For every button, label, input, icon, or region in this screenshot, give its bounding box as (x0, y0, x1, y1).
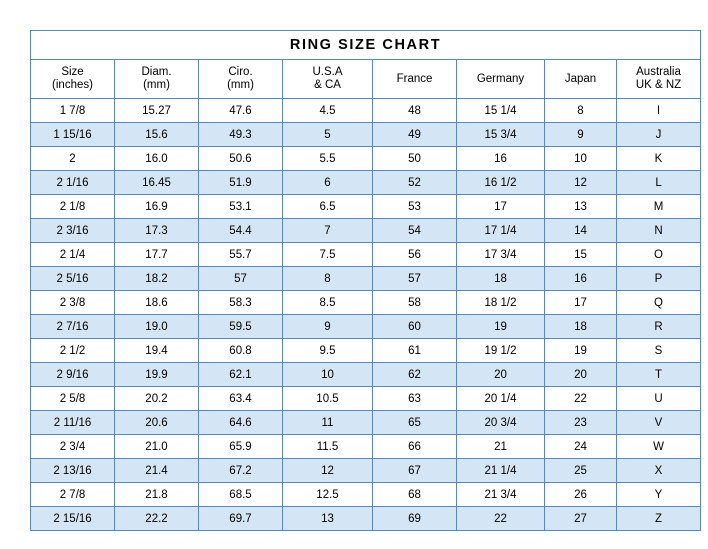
table-cell: 53 (373, 195, 457, 219)
column-header-line1: Diam. (141, 66, 172, 78)
table-cell: 66 (373, 435, 457, 459)
table-cell: 57 (373, 267, 457, 291)
table-cell: 5 (283, 123, 373, 147)
table-cell: 15.27 (115, 99, 199, 123)
table-cell: 8.5 (283, 291, 373, 315)
table-cell: 15 1/4 (457, 99, 545, 123)
column-header-line2: (mm) (143, 79, 170, 91)
table-cell: 64.6 (199, 411, 283, 435)
table-cell: 9 (545, 123, 617, 147)
table-cell: 10 (545, 147, 617, 171)
table-cell: 48 (373, 99, 457, 123)
column-header-line2: UK & NZ (635, 79, 682, 91)
table-row (31, 483, 701, 507)
chart-title-row (31, 31, 701, 60)
table-cell: 18.6 (115, 291, 199, 315)
table-cell: 63 (373, 387, 457, 411)
table-cell: 10.5 (283, 387, 373, 411)
table-cell: 60.8 (199, 339, 283, 363)
table-cell: 47.6 (199, 99, 283, 123)
ring-size-table (30, 30, 701, 531)
table-cell: 17 1/4 (457, 219, 545, 243)
chart-title-cell (31, 31, 701, 60)
column-header (373, 60, 457, 99)
ring-size-chart (30, 30, 682, 531)
column-header (115, 60, 199, 99)
table-row (31, 243, 701, 267)
table-cell: 69.7 (199, 507, 283, 531)
table-cell: 18 1/2 (457, 291, 545, 315)
table-cell: 49 (373, 123, 457, 147)
table-row (31, 147, 701, 171)
column-header (457, 60, 545, 99)
table-cell: 55.7 (199, 243, 283, 267)
table-cell: 9 (283, 315, 373, 339)
table-cell: 2 5/8 (31, 387, 115, 411)
table-cell: U (617, 387, 701, 411)
table-cell: V (617, 411, 701, 435)
table-cell: 52 (373, 171, 457, 195)
table-cell: 49.3 (199, 123, 283, 147)
table-cell: 19.4 (115, 339, 199, 363)
table-cell: 1 7/8 (31, 99, 115, 123)
table-cell: 68 (373, 483, 457, 507)
table-cell: 2 1/8 (31, 195, 115, 219)
table-cell: S (617, 339, 701, 363)
table-cell: 69 (373, 507, 457, 531)
table-cell: P (617, 267, 701, 291)
table-row (31, 459, 701, 483)
table-cell: R (617, 315, 701, 339)
table-cell: 16.0 (115, 147, 199, 171)
table-row (31, 435, 701, 459)
table-cell: 20.2 (115, 387, 199, 411)
table-row (31, 123, 701, 147)
table-cell: 60 (373, 315, 457, 339)
table-cell: 2 1/16 (31, 171, 115, 195)
table-cell: 63.4 (199, 387, 283, 411)
table-cell: M (617, 195, 701, 219)
table-cell: 58.3 (199, 291, 283, 315)
table-cell: 57 (199, 267, 283, 291)
table-cell: 13 (283, 507, 373, 531)
column-header-line1: Japan (564, 72, 597, 85)
table-cell: 10 (283, 363, 373, 387)
table-cell: 2 7/16 (31, 315, 115, 339)
table-cell: 19.9 (115, 363, 199, 387)
column-header-line1: France (396, 72, 433, 85)
table-cell: T (617, 363, 701, 387)
table-cell: 17.3 (115, 219, 199, 243)
table-row (31, 411, 701, 435)
table-cell: 20 (457, 363, 545, 387)
table-cell: 20 3/4 (457, 411, 545, 435)
table-cell: L (617, 171, 701, 195)
column-header-line2: & CA (314, 79, 341, 91)
table-cell: 21.8 (115, 483, 199, 507)
table-cell: 22.2 (115, 507, 199, 531)
column-header (283, 60, 373, 99)
table-cell: Y (617, 483, 701, 507)
table-cell: 12.5 (283, 483, 373, 507)
table-cell: 4.5 (283, 99, 373, 123)
table-cell: 20 (545, 363, 617, 387)
table-cell: J (617, 123, 701, 147)
column-header-line1: Germany (476, 72, 525, 85)
table-cell: 65.9 (199, 435, 283, 459)
table-cell: W (617, 435, 701, 459)
table-cell: 14 (545, 219, 617, 243)
table-row (31, 387, 701, 411)
table-cell: 15 (545, 243, 617, 267)
table-cell: 23 (545, 411, 617, 435)
table-cell: 19 (545, 339, 617, 363)
table-cell: 20.6 (115, 411, 199, 435)
table-cell: 2 15/16 (31, 507, 115, 531)
page-title: RING SIZE CHART (289, 37, 442, 53)
table-cell: 19 1/2 (457, 339, 545, 363)
table-cell: I (617, 99, 701, 123)
table-cell: 22 (545, 387, 617, 411)
table-row (31, 507, 701, 531)
table-cell: 56 (373, 243, 457, 267)
table-cell: 21 (457, 435, 545, 459)
table-cell: 62 (373, 363, 457, 387)
table-cell: 6 (283, 171, 373, 195)
table-cell: 68.5 (199, 483, 283, 507)
table-cell: 18.2 (115, 267, 199, 291)
table-cell: 24 (545, 435, 617, 459)
table-cell: 2 3/16 (31, 219, 115, 243)
table-cell: 54 (373, 219, 457, 243)
table-cell: 61 (373, 339, 457, 363)
table-header-row (31, 60, 701, 99)
column-header-line1: U.S.A (312, 66, 343, 78)
table-cell: 22 (457, 507, 545, 531)
table-cell: 15.6 (115, 123, 199, 147)
table-cell: 62.1 (199, 363, 283, 387)
table-cell: 7 (283, 219, 373, 243)
table-cell: 17 (457, 195, 545, 219)
table-row (31, 171, 701, 195)
table-cell: 50.6 (199, 147, 283, 171)
column-header-line2: (inches) (52, 79, 93, 91)
table-cell: 16.9 (115, 195, 199, 219)
table-cell: 2 3/4 (31, 435, 115, 459)
table-cell: 2 9/16 (31, 363, 115, 387)
table-cell: 15 3/4 (457, 123, 545, 147)
column-header (617, 60, 701, 99)
table-cell: 25 (545, 459, 617, 483)
table-cell: 67.2 (199, 459, 283, 483)
column-header (545, 60, 617, 99)
table-row (31, 339, 701, 363)
table-cell: 21.0 (115, 435, 199, 459)
table-cell: 18 (545, 315, 617, 339)
table-cell: 59.5 (199, 315, 283, 339)
column-header-line1: Ciro. (228, 66, 253, 78)
table-cell: 2 1/4 (31, 243, 115, 267)
table-row (31, 99, 701, 123)
table-cell: 19.0 (115, 315, 199, 339)
table-cell: 11.5 (283, 435, 373, 459)
table-cell: 12 (283, 459, 373, 483)
table-cell: 58 (373, 291, 457, 315)
table-row (31, 315, 701, 339)
table-cell: 2 11/16 (31, 411, 115, 435)
table-cell: 6.5 (283, 195, 373, 219)
table-cell: 26 (545, 483, 617, 507)
table-row (31, 363, 701, 387)
table-cell: 2 (31, 147, 115, 171)
table-cell: 2 1/2 (31, 339, 115, 363)
table-cell: 9.5 (283, 339, 373, 363)
column-header (199, 60, 283, 99)
table-cell: 5.5 (283, 147, 373, 171)
table-cell: 21 3/4 (457, 483, 545, 507)
table-cell: 7.5 (283, 243, 373, 267)
table-cell: N (617, 219, 701, 243)
table-cell: 11 (283, 411, 373, 435)
table-cell: 21.4 (115, 459, 199, 483)
table-cell: 18 (457, 267, 545, 291)
table-cell: 8 (545, 99, 617, 123)
table-cell: 2 5/16 (31, 267, 115, 291)
table-cell: 16 (545, 267, 617, 291)
table-cell: 17 3/4 (457, 243, 545, 267)
table-cell: 17 (545, 291, 617, 315)
table-row (31, 291, 701, 315)
column-header-line2: (mm) (227, 79, 254, 91)
table-cell: 65 (373, 411, 457, 435)
column-header-line1: Australia (636, 66, 681, 78)
column-header-line1: Size (61, 66, 84, 78)
table-cell: 2 3/8 (31, 291, 115, 315)
table-cell: 2 13/16 (31, 459, 115, 483)
table-cell: 27 (545, 507, 617, 531)
table-cell: O (617, 243, 701, 267)
table-cell: K (617, 147, 701, 171)
table-cell: Q (617, 291, 701, 315)
table-cell: 53.1 (199, 195, 283, 219)
table-row (31, 195, 701, 219)
table-cell: 50 (373, 147, 457, 171)
table-cell: 2 7/8 (31, 483, 115, 507)
table-row (31, 219, 701, 243)
table-cell: 54.4 (199, 219, 283, 243)
table-cell: 12 (545, 171, 617, 195)
table-cell: 20 1/4 (457, 387, 545, 411)
table-cell: 16.45 (115, 171, 199, 195)
table-cell: 21 1/4 (457, 459, 545, 483)
table-cell: 1 15/16 (31, 123, 115, 147)
table-cell: 51.9 (199, 171, 283, 195)
table-cell: 16 1/2 (457, 171, 545, 195)
table-cell: 8 (283, 267, 373, 291)
table-cell: Z (617, 507, 701, 531)
table-cell: 13 (545, 195, 617, 219)
table-cell: 67 (373, 459, 457, 483)
table-cell: 17.7 (115, 243, 199, 267)
table-cell: 16 (457, 147, 545, 171)
table-row (31, 267, 701, 291)
table-cell: X (617, 459, 701, 483)
column-header (31, 60, 115, 99)
table-cell: 19 (457, 315, 545, 339)
